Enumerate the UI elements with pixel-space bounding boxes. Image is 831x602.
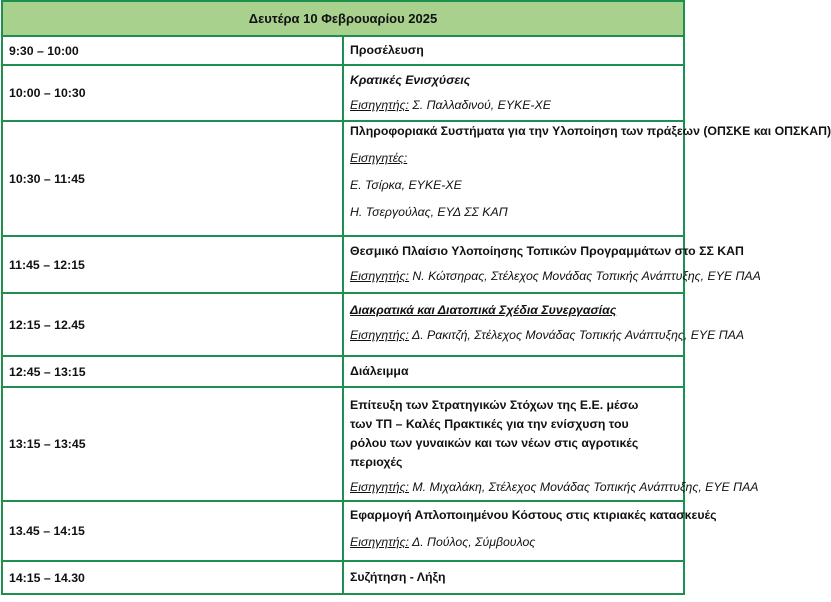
session-content — [343, 293, 745, 356]
agenda-row — [2, 293, 684, 356]
speaker-line — [350, 323, 745, 348]
speaker-name: Ε. Τσίρκα, ΕΥΚΕ-ΧΕ — [350, 178, 462, 192]
agenda-row — [2, 121, 684, 236]
speaker-label: Εισηγητής: — [350, 328, 409, 342]
session-title: Διάλειμμα — [350, 364, 409, 378]
speaker-line — [350, 264, 761, 289]
session-time: 13:15 – 13:45 — [2, 387, 343, 501]
session-time: 11:45 – 12:15 — [2, 236, 343, 293]
session-title: Συζήτηση - Λήξη — [350, 570, 446, 584]
speaker-name: Σ. Παλλαδινού, ΕΥΚΕ-ΧΕ — [412, 98, 551, 112]
speaker-label: Εισηγητής: — [350, 480, 409, 494]
session-title: Πληροφοριακά Συστήματα για την Υλοποίηση των πράξεων (ΟΠΣΚΕ και ΟΠΣΚΑΠ) — [350, 124, 831, 138]
speaker-name: Δ. Πούλος, Σύμβουλος — [411, 535, 536, 549]
session-content — [343, 501, 717, 561]
session-content — [343, 36, 684, 65]
speaker-line — [350, 93, 677, 118]
session-time: 12:15 – 12.45 — [2, 293, 343, 356]
agenda-row — [2, 387, 684, 501]
session-content — [343, 121, 831, 236]
speaker-label: Εισηγητής: — [350, 269, 409, 283]
session-content — [343, 561, 684, 594]
day-title: Δευτέρα 10 Φεβρουαρίου 2025 — [2, 1, 684, 36]
agenda-row — [2, 501, 684, 561]
session-content — [343, 65, 684, 121]
session-time: 10:30 – 11:45 — [2, 121, 343, 236]
session-content — [343, 236, 761, 293]
speaker-name: Δ. Ρακιτζή, Στέλεχος Μονάδας Τοπικής Ανάπτυξης, ΕΥΕ ΠΑΑ — [411, 328, 745, 342]
session-time: 9:30 – 10:00 — [2, 36, 343, 65]
speaker-name: Η. Τσεργούλας, ΕΥΔ ΣΣ ΚΑΠ — [350, 205, 508, 219]
session-time: 13.45 – 14:15 — [2, 501, 343, 561]
agenda-table — [1, 0, 831, 595]
session-content — [343, 356, 684, 387]
speaker-name: Μ. Μιχαλάκη, Στέλεχος Μονάδας Τοπικής Ανάπτυξης, ΕΥΕ ΠΑΑ — [412, 480, 759, 494]
session-time: 10:00 – 10:30 — [2, 65, 343, 121]
session-title: Διακρατικά και Διατοπικά Σχέδια Συνεργασίας — [350, 303, 617, 317]
session-title: Εφαρμογή Απλοποιημένου Κόστους στις κτιριακές κατασκευές — [350, 508, 717, 522]
session-time: 14:15 – 14.30 — [2, 561, 343, 594]
session-title: Κρατικές Ενισχύσεις — [350, 73, 471, 87]
agenda-row — [2, 561, 684, 594]
session-title: Προσέλευση — [350, 43, 424, 57]
speaker-label: Εισηγητής: — [350, 98, 409, 112]
session-title: Θεσμικό Πλαίσιο Υλοποίησης Τοπικών Προγραμμάτων στο ΣΣ ΚΑΠ — [350, 244, 744, 258]
session-title: Επίτευξη των Στρατηγικών Στόχων της Ε.Ε. μέσω των ΤΠ – Καλές Πρακτικές για την ενίσχυση του ρόλου των γυναικών και των νέων στις αγροτικές περιοχές — [350, 398, 639, 469]
agenda-row — [2, 36, 684, 65]
agenda-row — [2, 65, 684, 121]
speaker-line — [350, 530, 677, 555]
header-row — [2, 1, 684, 36]
session-time: 12:45 – 13:15 — [2, 356, 343, 387]
agenda-row — [2, 356, 684, 387]
speaker-label: Εισηγητής: — [350, 535, 409, 549]
speaker-line — [350, 475, 759, 500]
speaker-label: Εισηγητές: — [350, 151, 408, 165]
session-content — [343, 387, 759, 501]
agenda-row — [2, 236, 684, 293]
speaker-name: Ν. Κώτσηρας, Στέλεχος Μονάδας Τοπικής Ανάπτυξης, ΕΥΕ ΠΑΑ — [412, 269, 761, 283]
